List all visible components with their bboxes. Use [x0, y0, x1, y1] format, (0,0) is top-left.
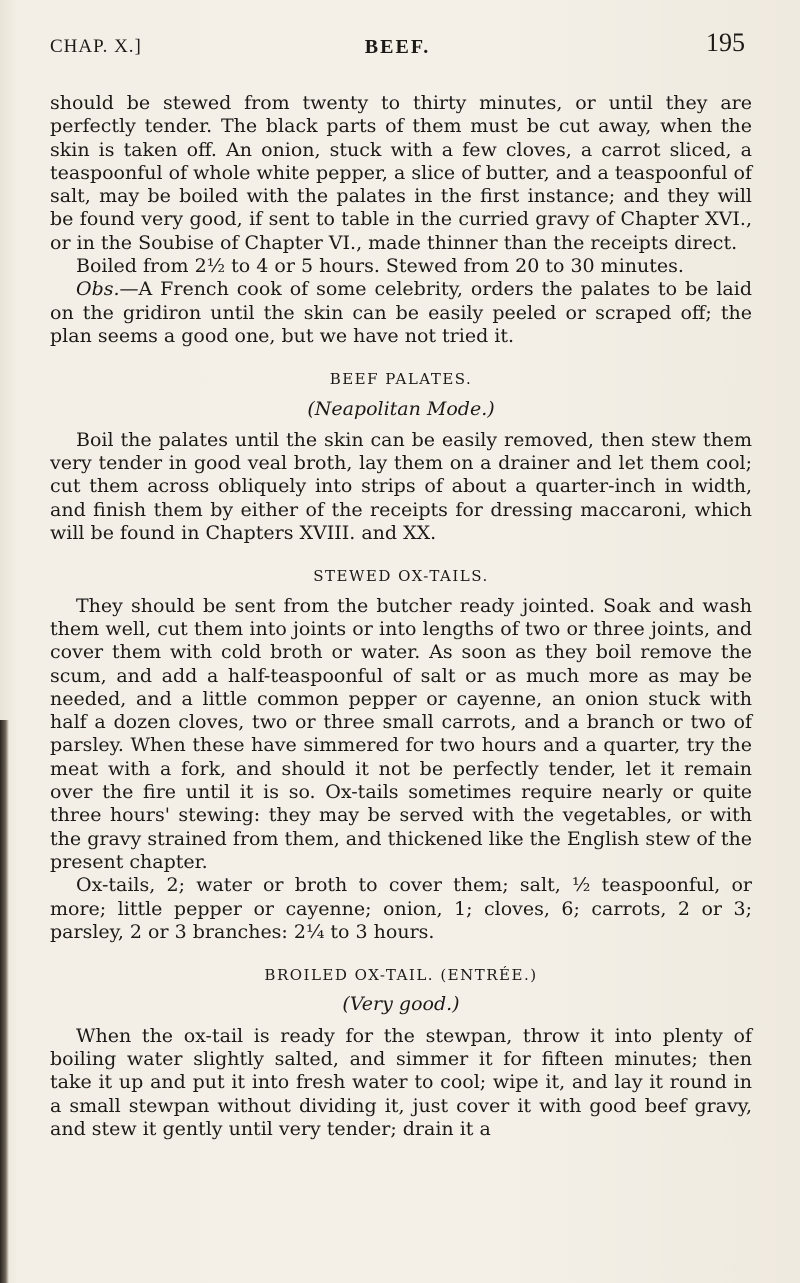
oxtails-quantities: Ox-tails, 2; water or broth to cover them; salt, ½ teaspoonful, or more; little pepper or cayenne; onion, 1; cloves, 6; carrots, 2 or 3; parsley, 2 or 3 branches: 2¼ to 3 hours. [50, 874, 752, 943]
palates-paragraph: Boil the palates until the skin can be easily removed, then stew them very tender in good veal broth, lay them on a drainer and let them cool; cut them across obliquely into strips of about a quarter-inch in width, and finish them by either of the receipts for dressing maccaroni, which will be found in Chapters XVIII. and XX. [50, 428, 752, 545]
heading-beef-palates: BEEF PALATES. [329, 370, 473, 389]
intro-paragraph: should be stewed from twenty to thirty minutes, or until they are perfectly tender. The black parts of them must be cut away, when the skin is taken off. An onion, stuck with a few cloves, a carrot sliced, a teaspoonful of whole white pepper, a slice of butter, and a teaspoonful of salt, may be boiled with the palates in the first instance; and they will be found very good, if sent to table in the curried gravy of Chapter XVI., or in the Soubise of Chapter VI., made thinner than the receipts direct. [50, 92, 752, 254]
subheading-neapolitan: (Neapolitan Mode.) [307, 397, 495, 420]
heading-broiled-ox-tail: BROILED OX-TAIL. (ENTRÉE.) [264, 966, 538, 985]
page-edge-shadow [0, 720, 9, 1283]
oxtails-paragraph: They should be sent from the butcher ready jointed. Soak and wash them well, cut them into joints or into lengths of two or three joints, and cover them with cold broth or water. As soon as they boil remove the scum, and add a half-teaspoonful of salt or as much more as may be needed, and a little common pepper or cayenne, an onion stuck with half a dozen cloves, two or three small carrots, and a branch or two of parsley. When these have simmered for two hours and a quarter, try the meat with a fork, and should it not be perfectly tender, let it remain over the fire until it is so. Ox-tails sometimes require nearly or quite three hours' stewing: they may be served with the vegetables, or with the gravy strained from them, and thickened like the English stew of the present chapter. [50, 594, 752, 873]
obs-text: —A French cook of some celebrity, orders the palates to be laid on the gridiron until the skin can be easily peeled or scraped off; the plan seems a good one, but we have not tried it. [50, 278, 752, 347]
running-head [50, 18, 745, 68]
intro-times: Boiled from 2½ to 4 or 5 hours. Stewed from 20 to 30 minutes. [76, 255, 684, 278]
obs-label: Obs. [76, 278, 120, 301]
obs-paragraph [50, 278, 752, 348]
chapter-label: CHAP. X.] [50, 36, 142, 57]
heading-stewed-ox-tails: STEWED OX-TAILS. [313, 567, 489, 586]
page-title: BEEF. [364, 36, 431, 58]
broiled-paragraph: When the ox-tail is ready for the stewpan, throw it into plenty of boiling water slightly salted, and simmer it for fifteen minutes; then take it up and put it into fresh water to cool; wipe it, and lay it round in a small stewpan without dividing it, just cover it with good beef gravy, and stew it gently until very tender; drain it a [50, 1024, 752, 1140]
subheading-very-good: (Very good.) [342, 993, 460, 1016]
page-number: 195 [706, 28, 745, 57]
body-text [50, 92, 752, 1141]
